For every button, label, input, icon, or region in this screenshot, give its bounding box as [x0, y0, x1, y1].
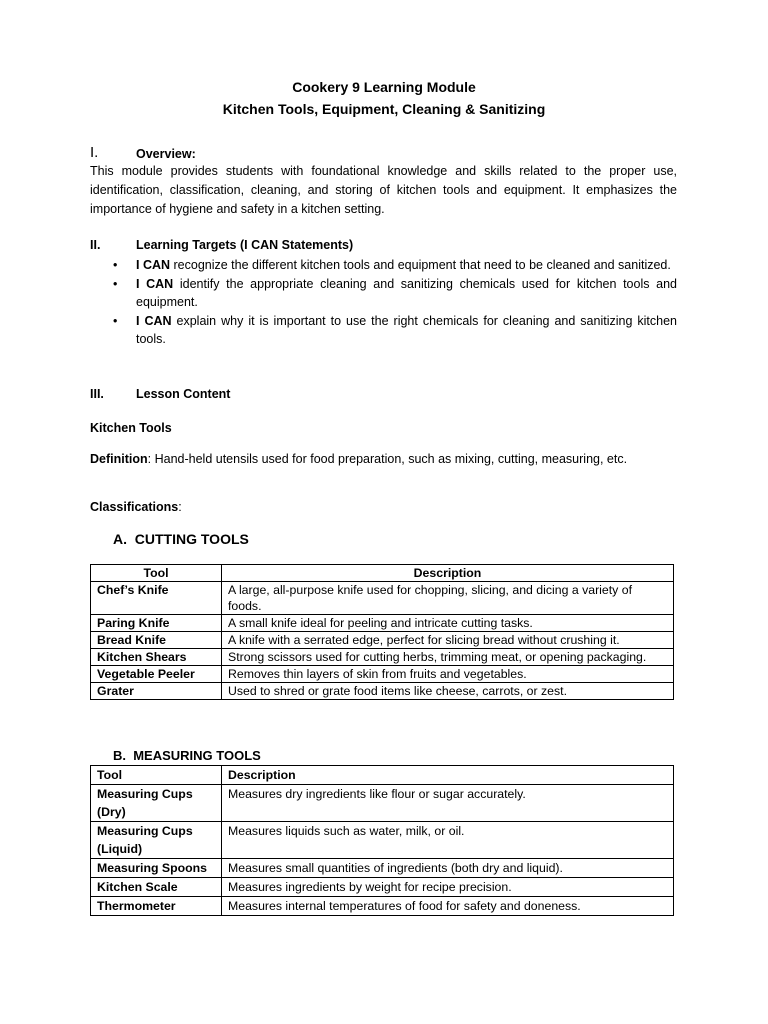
overview-numeral: I. — [90, 144, 99, 161]
bullet-icon: • — [113, 313, 118, 328]
tool-name-cell: Kitchen Scale — [91, 878, 222, 897]
module-title: Cookery 9 Learning Module — [292, 79, 476, 95]
tool-description-cell: Strong scissors used for cutting herbs, trimming meat, or opening packaging. — [222, 649, 674, 666]
lesson-numeral: III. — [90, 387, 104, 401]
tool-description-cell: A small knife ideal for peeling and intricate cutting tasks. — [222, 615, 674, 632]
classifications-line — [90, 500, 182, 514]
tool-description-cell: Measures liquids such as water, milk, or oil. — [222, 822, 674, 859]
bullet-icon: • — [113, 258, 118, 272]
targets-heading: Learning Targets (I CAN Statements) — [136, 238, 354, 252]
target-item — [113, 256, 677, 275]
measuring-tools-heading: B. MEASURING TOOLS — [113, 748, 261, 763]
classifications-label: Classifications — [90, 500, 179, 514]
target-text: recognize the different kitchen tools and equipment that need to be cleaned and sanitized. — [170, 258, 671, 272]
lesson-heading: Lesson Content — [136, 387, 231, 401]
tool-name-cell: Thermometer — [91, 897, 222, 916]
cutting-table-row — [91, 666, 674, 683]
tool-name-cell: Measuring Cups (Dry) — [91, 785, 222, 822]
overview-text: This module provides students with foundational knowledge and skills related to the proper use, identification, classification, cleaning, and storing of kitchen tools and equipment. It emphasizes the importance of hygiene and safety in a kitchen setting. — [90, 164, 677, 216]
tool-description-cell: Used to shred or grate food items like cheese, carrots, or zest. — [222, 683, 674, 700]
tool-name-cell: Measuring Spoons — [91, 859, 222, 878]
measuring-table-header-row — [91, 766, 674, 785]
tool-description-cell: A knife with a serrated edge, perfect for slicing bread without crushing it. — [222, 632, 674, 649]
tool-name-cell: Grater — [91, 683, 222, 700]
tool-name-cell: Chef’s Knife — [91, 582, 222, 615]
measuring-table-row — [91, 785, 674, 822]
measuring-tools-table — [90, 765, 674, 916]
definition-paragraph — [90, 451, 650, 468]
tool-description-cell: A large, all-purpose knife used for chopping, slicing, and dicing a variety of foods. — [222, 582, 674, 615]
target-text: explain why it is important to use the right chemicals for cleaning and sanitizing kitchen tools. — [136, 313, 678, 346]
definition-text: : Hand-held utensils used for food preparation, such as mixing, cutting, measuring, etc. — [147, 452, 628, 466]
bullet-icon: • — [113, 276, 118, 291]
classifications-colon: : — [178, 500, 182, 514]
tool-description-cell: Measures internal temperatures of food for safety and doneness. — [222, 897, 674, 916]
targets-list — [113, 256, 678, 349]
tool-description-cell: Removes thin layers of skin from fruits and vegetables. — [222, 666, 674, 683]
tool-name-cell: Measuring Cups (Liquid) — [91, 822, 222, 859]
cutting-table-row — [91, 615, 674, 632]
measuring-table-row — [91, 878, 674, 897]
cutting-table-row — [91, 649, 674, 666]
tool-name-cell: Paring Knife — [91, 615, 222, 632]
measuring-table-row — [91, 859, 674, 878]
kitchen-tools-heading: Kitchen Tools — [90, 421, 172, 435]
tool-description-cell: Measures ingredients by weight for recipe precision. — [222, 878, 674, 897]
measuring-table-row — [91, 897, 674, 916]
targets-numeral: II. — [90, 238, 101, 252]
tool-name-cell: Kitchen Shears — [91, 649, 222, 666]
definition-label: Definition — [90, 452, 148, 466]
measuring-table-row — [91, 822, 674, 859]
target-lead: I CAN — [136, 258, 171, 272]
cutting-tools-table — [90, 564, 674, 700]
target-lead: I CAN — [136, 276, 174, 291]
target-lead: I CAN — [136, 313, 172, 328]
measuring-header-description: Description — [222, 766, 674, 785]
cutting-table-header-row — [91, 565, 674, 582]
target-item — [113, 312, 678, 349]
cutting-tools-heading: A. CUTTING TOOLS — [113, 531, 249, 547]
cutting-table-row — [91, 582, 674, 615]
tool-name-cell: Bread Knife — [91, 632, 222, 649]
target-text: identify the appropriate cleaning and sanitizing chemicals used for kitchen tools and equipment. — [136, 276, 677, 309]
cutting-header-description: Description — [222, 565, 674, 582]
tool-name-cell: Vegetable Peeler — [91, 666, 222, 683]
cutting-table-row — [91, 683, 674, 700]
module-subtitle: Kitchen Tools, Equipment, Cleaning & Sanitizing — [222, 101, 546, 117]
cutting-table-row — [91, 632, 674, 649]
overview-heading: Overview: — [136, 147, 196, 161]
target-item — [113, 275, 677, 312]
tool-description-cell: Measures dry ingredients like flour or sugar accurately. — [222, 785, 674, 822]
measuring-header-tool: Tool — [91, 766, 222, 785]
tool-description-cell: Measures small quantities of ingredients (both dry and liquid). — [222, 859, 674, 878]
cutting-header-tool: Tool — [91, 565, 222, 582]
